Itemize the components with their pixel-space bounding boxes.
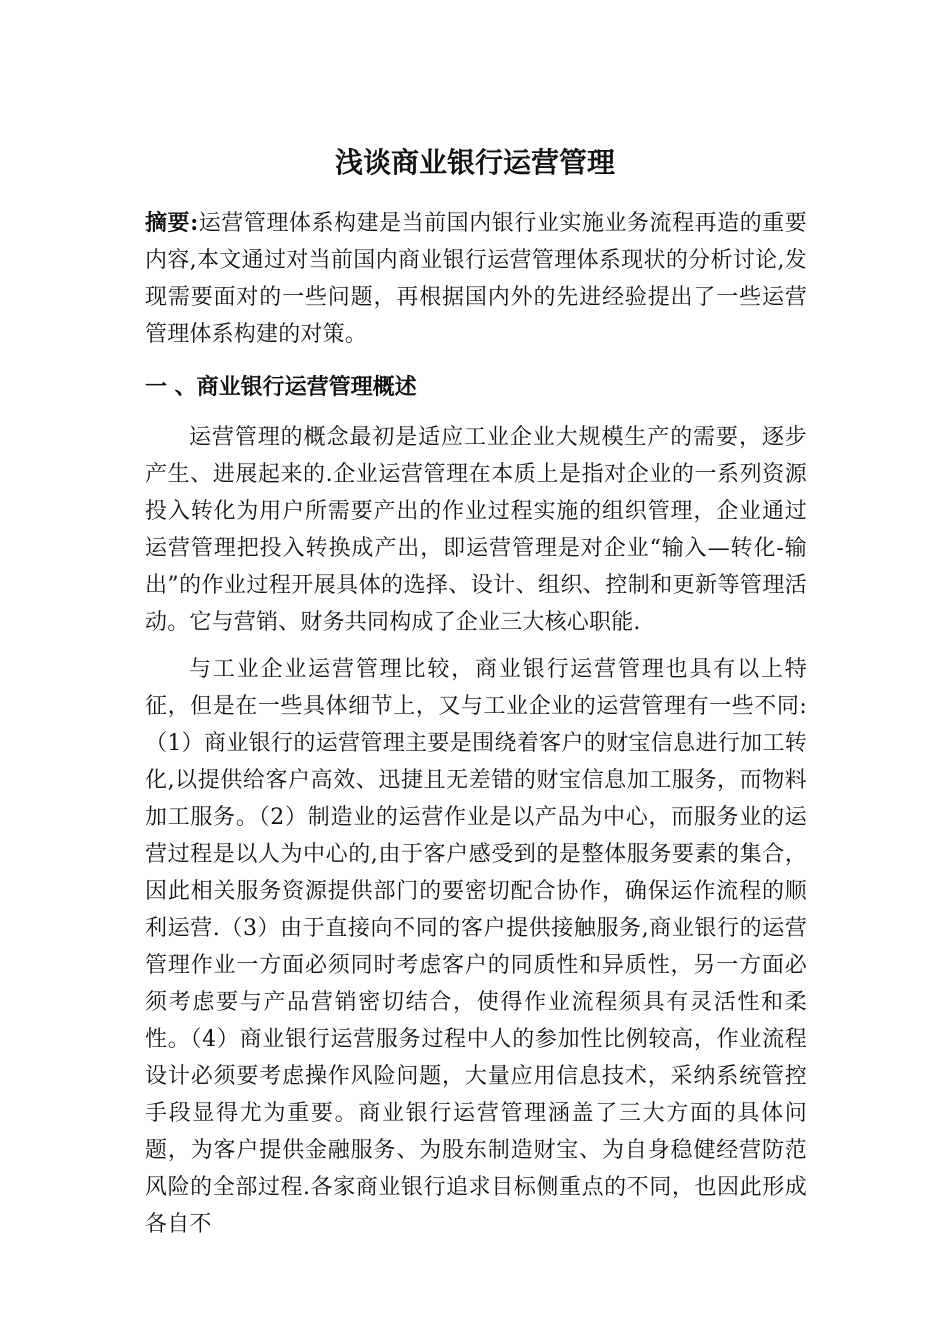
page-title: 浅谈商业银行运营管理 [334, 146, 615, 179]
body-paragraph-1: 运营管理的概念最初是适应工业企业大规模生产的需要，逐步产生、进展起来的.企业运营管理在本质上是指对企业的一系列资源投入转化为用户所需要产出的作业过程实施的组织管理，企业通过运营管理把投入转换成产出，即运营管理是对企业“输入—转化-输出”的作业过程开展具体的选择、设计、组织、控制和更新等管理活动。它与营销、财务共同构成了企业三大核心职能. [145, 425, 807, 635]
abstract-label: 摘要: [145, 210, 199, 236]
body-paragraph-2: 与工业企业运营管理比较，商业银行运营管理也具有以上特征，但是在一些具体细节上，又与工业企业的运营管理有一些不同:（1）商业银行的运营管理主要是围绕着客户的财宝信息进行加工转化,以提供给客户高效、迅捷且无差错的财宝信息加工服务，而物料加工服务。（2）制造业的运营作业是以产品为中心，而服务业的运营过程是以人为中心的,由于客户感受到的是整体服务要素的集合，因此相关服务资源提供部门的要密切配合协作，确保运作流程的顺利运营.（3）由于直接向不同的客户提供接触服务,商业银行的运营管理作业一方面必须同时考虑客户的同质性和异质性，另一方面必须考虑要与产品营销密切结合，使得作业流程须具有灵活性和柔性。（4）商业银行运营服务过程中人的参加性比例较高，作业流程设计必须要考虑操作风险问题，大量应用信息技术，采纳系统管控手段显得尤为重要。商业银行运营管理涵盖了三大方面的具体问题，为客户提供金融服务、为股东制造财宝、为自身稳健经营防范风险的全部过程.各家商业银行追求目标侧重点的不同，也因此形成各自不 [145, 657, 807, 1237]
abstract [145, 205, 807, 353]
section-heading: 一 、商业银行运营管理概述 [145, 374, 417, 400]
abstract-text: 运营管理体系构建是当前国内银行业实施业务流程再造的重要内容,本文通过对当前国内商业银行运营管理体系现状的分析讨论,发现需要面对的一些问题，再根据国内外的先进经验提出了一些运营管理体系构建的对策。 [145, 211, 807, 347]
